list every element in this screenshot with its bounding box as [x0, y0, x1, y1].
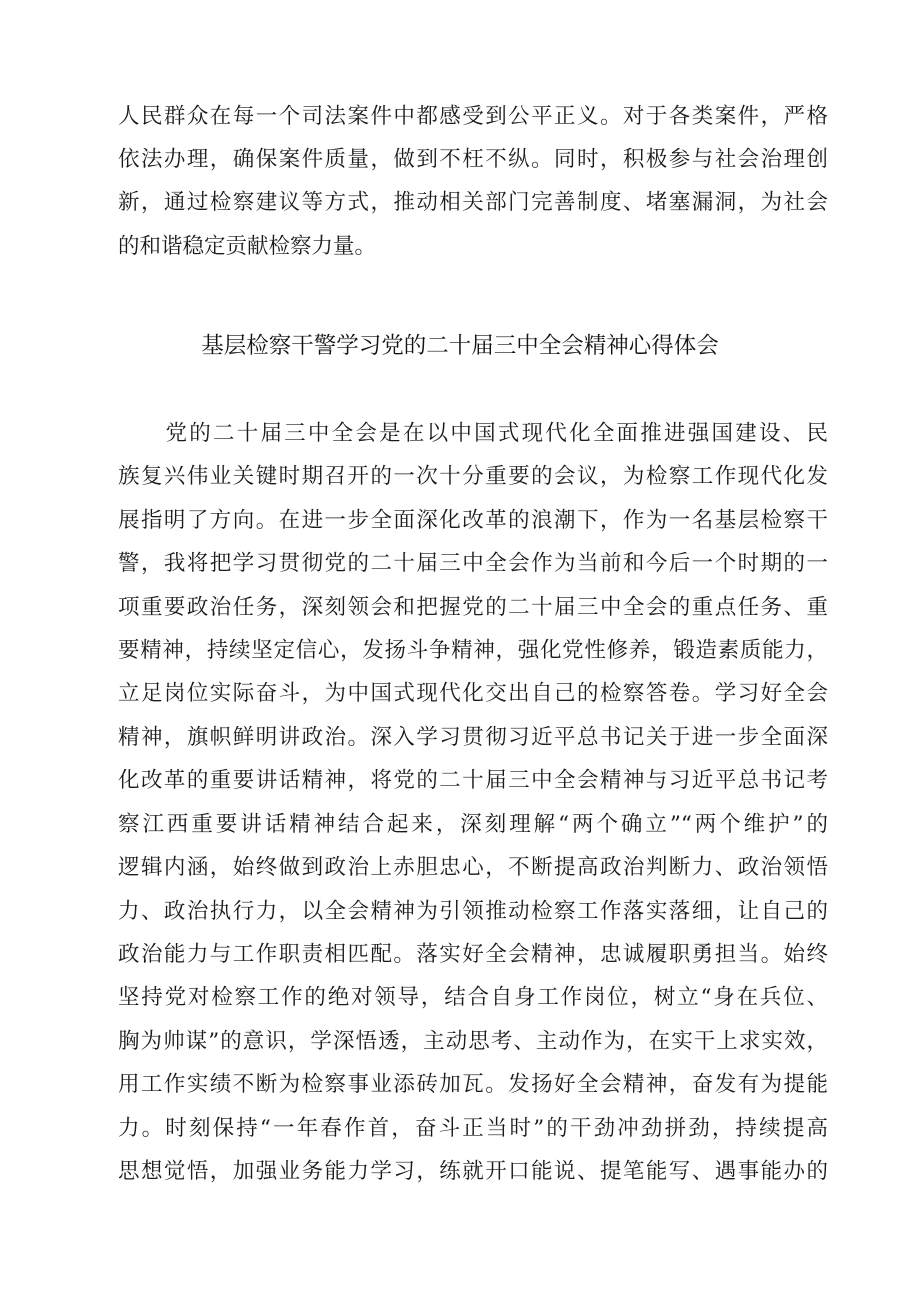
text-line: 要精神，持续坚定信心，发扬斗争精神，强化党性修养，锻造素质能力， — [118, 638, 828, 663]
text-line: 力。时刻保持“一年春作首，奋斗正当时”的干劲冲劲拼劲，持续提高 — [118, 1116, 828, 1141]
text-line: 项重要政治任务，深刻领会和把握党的二十届三中全会的重点任务、重 — [118, 595, 828, 620]
text-line: 力、政治执行力，以全会精神为引领推动检察工作落实落细，让自己的 — [118, 899, 828, 924]
text-line: 察江西重要讲话精神结合起来，深刻理解“两个确立”“两个维护”的 — [118, 812, 828, 837]
article-title: 基层检察干警学习党的二十届三中全会精神心得体会 — [201, 333, 719, 359]
text-line: 胸为帅谋”的意识，学深悟透，主动思考、主动作为，在实干上求实效， — [118, 1029, 828, 1054]
text-line: 精神，旗帜鲜明讲政治。深入学习贯彻习近平总书记关于进一步全面深 — [118, 725, 828, 750]
text-line: 政治能力与工作职责相匹配。落实好全会精神，忠诚履职勇担当。始终 — [118, 942, 828, 967]
text-line: 立足岗位实际奋斗，为中国式现代化交出自己的检察答卷。学习好全会 — [118, 681, 828, 706]
text-line: 警，我将把学习贯彻党的二十届三中全会作为当前和今后一个时期的一 — [118, 551, 828, 576]
text-line: 逻辑内涵，始终做到政治上赤胆忠心，不断提高政治判断力、政治领悟 — [118, 855, 828, 880]
text-line: 的和谐稳定贡献检察力量。 — [118, 234, 377, 259]
text-line: 化改革的重要讲话精神，将党的二十届三中全会精神与习近平总书记考 — [118, 768, 828, 793]
text-line: 展指明了方向。在进一步全面深化改革的浪潮下，作为一名基层检察干 — [118, 508, 828, 533]
text-line: 人民群众在每一个司法案件中都感受到公平正义。对于各类案件，严格 — [118, 104, 828, 129]
text-line: 用工作实绩不断为检察事业添砖加瓦。发扬好全会精神，奋发有为提能 — [118, 1072, 828, 1097]
text-line: 新，通过检察建议等方式，推动相关部门完善制度、堵塞漏洞，为社会 — [118, 190, 828, 215]
text-line: 坚持党对检察工作的绝对领导，结合自身工作岗位，树立“身在兵位、 — [118, 985, 828, 1010]
text-line: 族复兴伟业关键时期召开的一次十分重要的会议，为检察工作现代化发 — [118, 464, 828, 489]
text-line: 党的二十届三中全会是在以中国式现代化全面推进强国建设、民 — [118, 421, 828, 446]
text-line: 思想觉悟，加强业务能力学习，练就开口能说、提笔能写、遇事能办的 — [118, 1159, 828, 1184]
text-line: 依法办理，确保案件质量，做到不枉不纵。同时，积极参与社会治理创 — [118, 147, 828, 172]
